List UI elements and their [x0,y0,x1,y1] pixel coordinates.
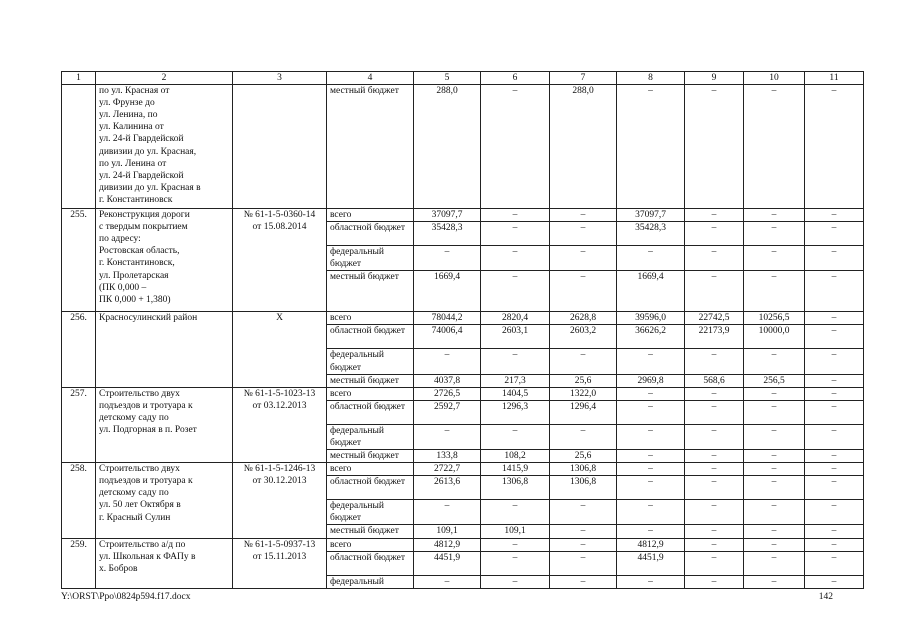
amount-cell: – [481,271,550,312]
amount-cell: – [685,424,744,449]
row-number: 258. [62,463,96,538]
amount-cell: – [805,349,864,374]
funding-source: федеральный бюджет [327,246,414,271]
amount-cell: – [685,387,744,400]
amount-cell: – [805,538,864,551]
page-number: 142 [818,592,833,602]
object-name [96,463,233,538]
amount-cell: – [744,538,805,551]
funding-source: всего [327,538,414,551]
amount-cell: 108,2 [481,450,550,463]
amount-cell: – [744,271,805,312]
amount-cell: 4812,9 [414,538,481,551]
object-name-line: Реконструкция дороги [99,210,190,221]
amount-cell: – [685,450,744,463]
funding-source: местный бюджет [327,450,414,463]
funding-source: местный бюджет [327,85,414,209]
amount-cell: 78044,2 [414,312,481,325]
amount-cell: – [685,246,744,271]
document-reference-line: № 61-1-5-1246-13 [243,464,316,475]
funding-source: местный бюджет [327,374,414,387]
amount-cell: 35428,3 [414,222,481,246]
funding-source: всего [327,209,414,222]
amount-cell: – [744,575,805,588]
amount-cell: 1669,4 [414,271,481,312]
object-name [96,209,233,312]
amount-cell: – [550,246,617,271]
amount-cell: 2603,2 [550,325,617,349]
amount-cell: – [481,85,550,209]
amount-cell: 37097,7 [414,209,481,222]
amount-cell: 4451,9 [617,551,685,575]
amount-cell: – [550,551,617,575]
amount-cell: – [744,209,805,222]
column-header: 3 [233,72,327,85]
table-row [62,463,864,476]
object-name-line: Ростовская область, [99,246,180,257]
amount-cell: – [481,575,550,588]
amount-cell: – [744,500,805,525]
amount-cell: – [744,450,805,463]
column-header: 11 [805,72,864,85]
object-name-line: дивизии до ул. Красная, [99,146,197,157]
amount-cell: – [805,246,864,271]
amount-cell: – [481,551,550,575]
amount-cell: – [805,575,864,588]
amount-cell: 35428,3 [617,222,685,246]
amount-cell: – [744,424,805,449]
amount-cell: 1296,3 [481,400,550,424]
amount-cell: – [550,500,617,525]
column-header: 5 [414,72,481,85]
object-name-line: х. Бобров [99,563,138,574]
object-name-line: подъездов и тротуара к [99,476,193,487]
amount-cell: – [414,349,481,374]
amount-cell: 25,6 [550,450,617,463]
object-name-line: ПК 0,000 + 1,380) [99,294,171,305]
amount-cell: 4451,9 [414,551,481,575]
amount-cell: 1296,4 [550,400,617,424]
amount-cell: – [744,551,805,575]
amount-cell: – [414,246,481,271]
amount-cell: – [481,209,550,222]
amount-cell: 1415,9 [481,463,550,476]
amount-cell: 1306,8 [550,476,617,500]
amount-cell: – [414,500,481,525]
amount-cell: – [481,424,550,449]
row-number: 255. [62,209,96,312]
amount-cell: – [805,476,864,500]
amount-cell: 2969,8 [617,374,685,387]
amount-cell: – [805,424,864,449]
amount-cell: – [481,349,550,374]
amount-cell: – [805,525,864,538]
amount-cell: 2592,7 [414,400,481,424]
amount-cell: – [550,424,617,449]
object-name-line: г. Константиновск [99,194,173,205]
amount-cell: – [550,349,617,374]
table-row [62,538,864,551]
amount-cell: – [685,85,744,209]
amount-cell: 1306,8 [550,463,617,476]
amount-cell: 1669,4 [617,271,685,312]
amount-cell: – [685,349,744,374]
amount-cell: – [550,538,617,551]
amount-cell: 1306,8 [481,476,550,500]
document-reference [233,538,327,588]
amount-cell: – [805,400,864,424]
object-name-line: ул. Калинина от [99,122,164,133]
amount-cell: 22173,9 [685,325,744,349]
amount-cell: 2613,6 [414,476,481,500]
amount-cell: 568,6 [685,374,744,387]
document-reference-line: № 61-1-5-1023-13 [243,388,316,399]
column-header: 6 [481,72,550,85]
funding-source: всего [327,387,414,400]
funding-source: местный бюджет [327,525,414,538]
amount-cell: 4037,8 [414,374,481,387]
amount-cell: – [805,312,864,325]
document-reference [233,463,327,538]
amount-cell: – [744,85,805,209]
amount-cell: – [805,463,864,476]
document-reference-line: от 15.08.2014 [252,222,307,233]
amount-cell: – [805,209,864,222]
funding-source: областной бюджет [327,222,414,246]
amount-cell: 10256,5 [744,312,805,325]
table-row [62,209,864,222]
row-number: 256. [62,312,96,387]
amount-cell: – [617,246,685,271]
amount-cell: 1322,0 [550,387,617,400]
amount-cell: – [617,424,685,449]
object-name-line: по ул. Красная от [99,86,170,97]
amount-cell: – [744,222,805,246]
amount-cell: – [617,400,685,424]
amount-cell: – [481,500,550,525]
table-body [62,72,864,589]
funding-source: федеральный бюджет [327,500,414,525]
document-reference [233,85,327,209]
document-reference-line: от 15.11.2013 [252,551,307,562]
object-name-line: ул. Подгорная в п. Розет [99,425,197,436]
funding-source: областной бюджет [327,476,414,500]
amount-cell: – [744,349,805,374]
amount-cell: 37097,7 [617,209,685,222]
object-name [96,387,233,462]
amount-cell: – [550,222,617,246]
amount-cell: – [805,325,864,349]
amount-cell: – [617,463,685,476]
amount-cell: – [744,476,805,500]
amount-cell: – [550,271,617,312]
document-reference-line: X [276,313,283,324]
amount-cell: – [617,349,685,374]
funding-source: областной бюджет [327,325,414,349]
object-name-line: Строительство а/д по [99,539,186,550]
object-name-line: ул. 50 лет Октября в [99,500,181,511]
object-name-line: ул. 24-й Гвардейской [99,170,184,181]
amount-cell: 25,6 [550,374,617,387]
amount-cell: – [685,463,744,476]
object-name-line: ул. 24-й Гвардейской [99,134,184,145]
amount-cell: – [744,525,805,538]
document-reference [233,209,327,312]
budget-table [61,71,864,589]
object-name-line: Строительство двух [99,388,180,399]
amount-cell: – [414,424,481,449]
amount-cell: – [685,400,744,424]
amount-cell: – [685,500,744,525]
document-reference-line: от 03.12.2013 [252,400,307,411]
amount-cell: – [744,400,805,424]
amount-cell: – [805,500,864,525]
funding-source: всего [327,463,414,476]
amount-cell: 288,0 [550,85,617,209]
funding-source: местный бюджет [327,271,414,312]
amount-cell: – [617,450,685,463]
object-name-line: г. Красный Сулин [99,512,171,523]
object-name-line: Строительство двух [99,464,180,475]
amount-cell: 109,1 [414,525,481,538]
amount-cell: – [481,538,550,551]
object-name-line: Красносулинский район [99,313,198,324]
row-number [62,85,96,209]
object-name-line: с твердым покрытием [99,222,188,233]
amount-cell: – [617,525,685,538]
header-row [62,72,864,85]
footer-file-path: Y:\ORST\Ppo\0824p594.f17.docx [61,592,191,602]
object-name-line: по ул. Ленина от [99,158,167,169]
object-name-line: детскому саду по [99,412,169,423]
amount-cell: 256,5 [744,374,805,387]
document-reference-line: № 61-1-5-0360-14 [243,210,316,221]
amount-cell: – [414,575,481,588]
column-header: 4 [327,72,414,85]
amount-cell: – [685,209,744,222]
document-reference [233,387,327,462]
amount-cell: – [550,575,617,588]
amount-cell: 288,0 [414,85,481,209]
amount-cell: 39596,0 [617,312,685,325]
amount-cell: 4812,9 [617,538,685,551]
column-header: 1 [62,72,96,85]
object-name-line: дивизии до ул. Красная в [99,182,201,193]
document-reference-line: от 30.12.2013 [252,476,307,487]
amount-cell: 2628,8 [550,312,617,325]
funding-source: областной бюджет [327,551,414,575]
table-row [62,312,864,325]
amount-cell: – [805,85,864,209]
column-header: 9 [685,72,744,85]
amount-cell: 22742,5 [685,312,744,325]
amount-cell: – [805,222,864,246]
amount-cell: – [481,222,550,246]
amount-cell: 74006,4 [414,325,481,349]
document-reference [233,312,327,387]
amount-cell: – [617,476,685,500]
amount-cell: – [685,538,744,551]
amount-cell: 133,8 [414,450,481,463]
amount-cell: – [617,85,685,209]
amount-cell: – [685,222,744,246]
amount-cell: – [805,387,864,400]
object-name-line: по адресу: [99,234,141,245]
table-row [62,85,864,209]
object-name [96,312,233,387]
amount-cell: – [805,374,864,387]
object-name [96,85,233,209]
document-reference-line: № 61-1-5-0937-13 [243,539,316,550]
funding-source: всего [327,312,414,325]
amount-cell: – [685,476,744,500]
funding-source: федеральный [327,575,414,588]
column-header: 2 [96,72,233,85]
amount-cell: – [685,575,744,588]
object-name-line: ул. Фрунзе до [99,98,155,109]
amount-cell: 2603,1 [481,325,550,349]
amount-cell: – [805,551,864,575]
amount-cell: – [685,271,744,312]
column-header: 7 [550,72,617,85]
amount-cell: 1404,5 [481,387,550,400]
object-name-line: ул. Школьная к ФАПу в [99,551,196,562]
amount-cell: – [617,387,685,400]
amount-cell: 10000,0 [744,325,805,349]
amount-cell: – [744,387,805,400]
row-number: 259. [62,538,96,588]
funding-source: областной бюджет [327,400,414,424]
amount-cell: – [550,525,617,538]
amount-cell: 109,1 [481,525,550,538]
column-header: 10 [744,72,805,85]
amount-cell: 217,3 [481,374,550,387]
amount-cell: 2820,4 [481,312,550,325]
object-name [96,538,233,588]
amount-cell: – [805,450,864,463]
amount-cell: – [805,271,864,312]
object-name-line: ул. Пролетарская [99,270,169,281]
amount-cell: – [685,551,744,575]
object-name-line: (ПК 0,000 – [99,282,147,293]
object-name-line: подъездов и тротуара к [99,400,193,411]
amount-cell: – [685,525,744,538]
funding-source: федеральный бюджет [327,349,414,374]
amount-cell: – [617,575,685,588]
amount-cell: 36626,2 [617,325,685,349]
row-number: 257. [62,387,96,462]
column-header: 8 [617,72,685,85]
object-name-line: детскому саду по [99,488,169,499]
amount-cell: – [550,209,617,222]
object-name-line: ул. Ленина, по [99,110,158,121]
amount-cell: – [744,246,805,271]
funding-source: федеральный бюджет [327,424,414,449]
amount-cell: – [617,500,685,525]
amount-cell: 2726,5 [414,387,481,400]
table-row [62,387,864,400]
amount-cell: 2722,7 [414,463,481,476]
amount-cell: – [481,246,550,271]
amount-cell: – [744,463,805,476]
object-name-line: г. Константиновск, [99,258,175,269]
